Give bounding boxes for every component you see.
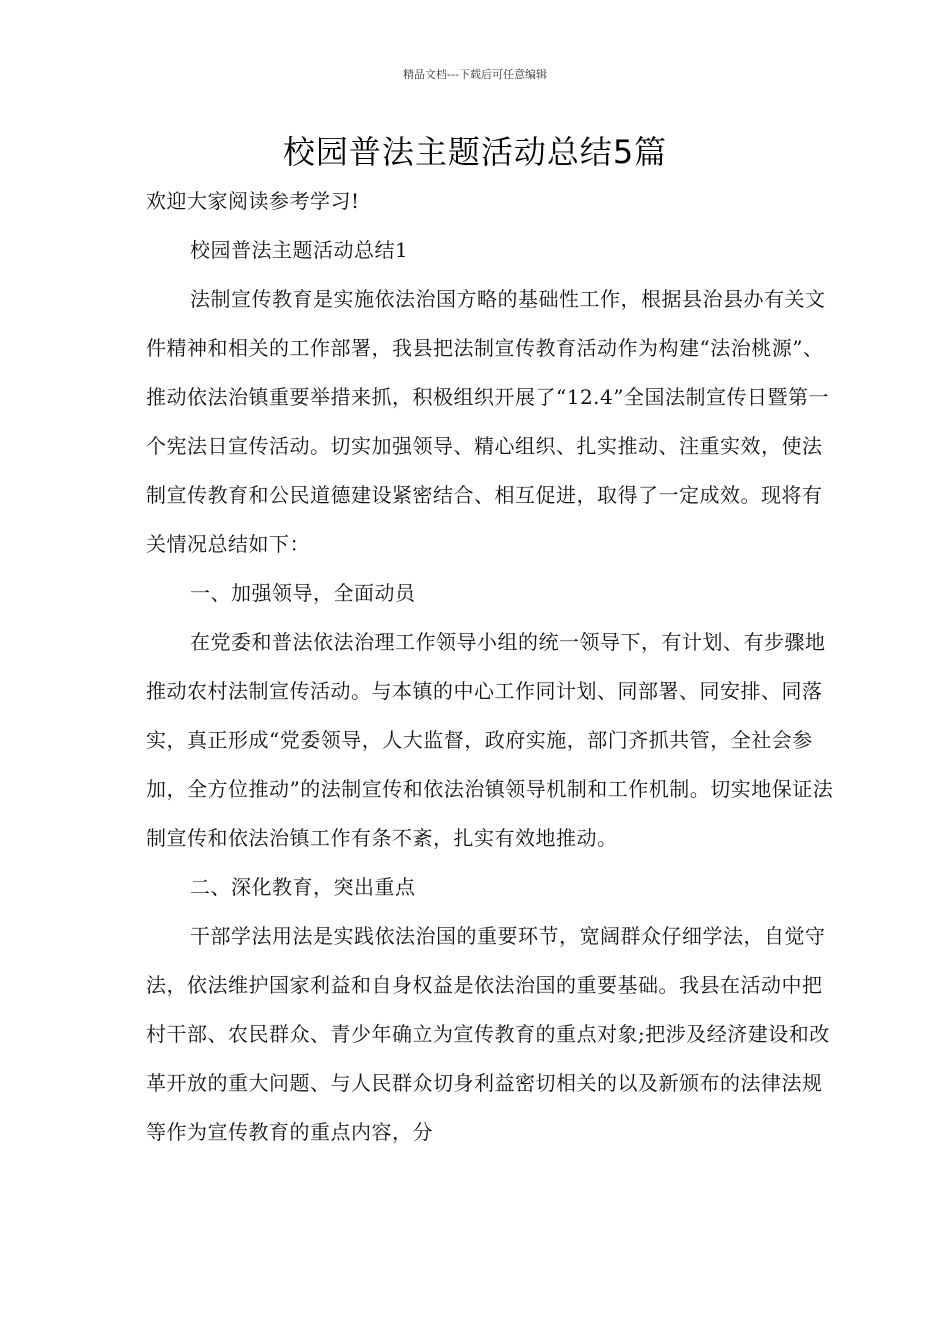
heading-1: 一、加强领导，全面动员 [190,581,416,605]
heading-2: 二、深化教育，突出重点 [190,875,416,899]
document-title: 校园普法主题活动总结5篇 [282,133,668,171]
section-title: 校园普法主题活动总结1 [190,238,409,262]
document-body [146,177,836,1157]
paragraph-intro: 法制宣传教育是实施依法治国方略的基础性工作，根据县治县办有关文件精神和相关的工作部署，我县把法制宣传教育活动作为构建“法治桃源”、推动依法治镇重要举措来抓，积极组织开展了“12.4”全国法制宣传日暨第一个宪法日宣传活动。切实加强领导、精心组织、扎实推动、注重实效，使法制宣传教育和公民道德建设紧密结合、相互促进，取得了一定成效。现将有关情况总结如下： [146,287,829,556]
paragraph-2: 干部学法用法是实践依法治国的重要环节，宽阔群众仔细学法，自觉守法，依法维护国家利益和自身权益是依法治国的重要基础。我县在活动中把村干部、农民群众、青少年确立为宣传教育的重点对象;把涉及经济建设和改革开放的重大问题、与人民群众切身利益密切相关的以及新颁布的法律法规等作为宣传教育的重点内容，分 [146,924,830,1144]
paragraph-1: 在党委和普法依法治理工作领导小组的统一领导下，有计划、有步骤地推动农村法制宣传活动。与本镇的中心工作同计划、同部署、同安排、同落实，真正形成“党委领导，人大监督，政府实施，部门齐抓共管，全社会参加，全方位推动”的法制宣传和依法治镇领导机制和工作机制。切实地保证法制宣传和依法治镇工作有条不紊，扎实有效地推动。 [146,630,834,850]
header-note: 精品文档---下载后可任意编辑 [403,68,547,81]
greeting-text: 欢迎大家阅读参考学习! [146,189,360,213]
